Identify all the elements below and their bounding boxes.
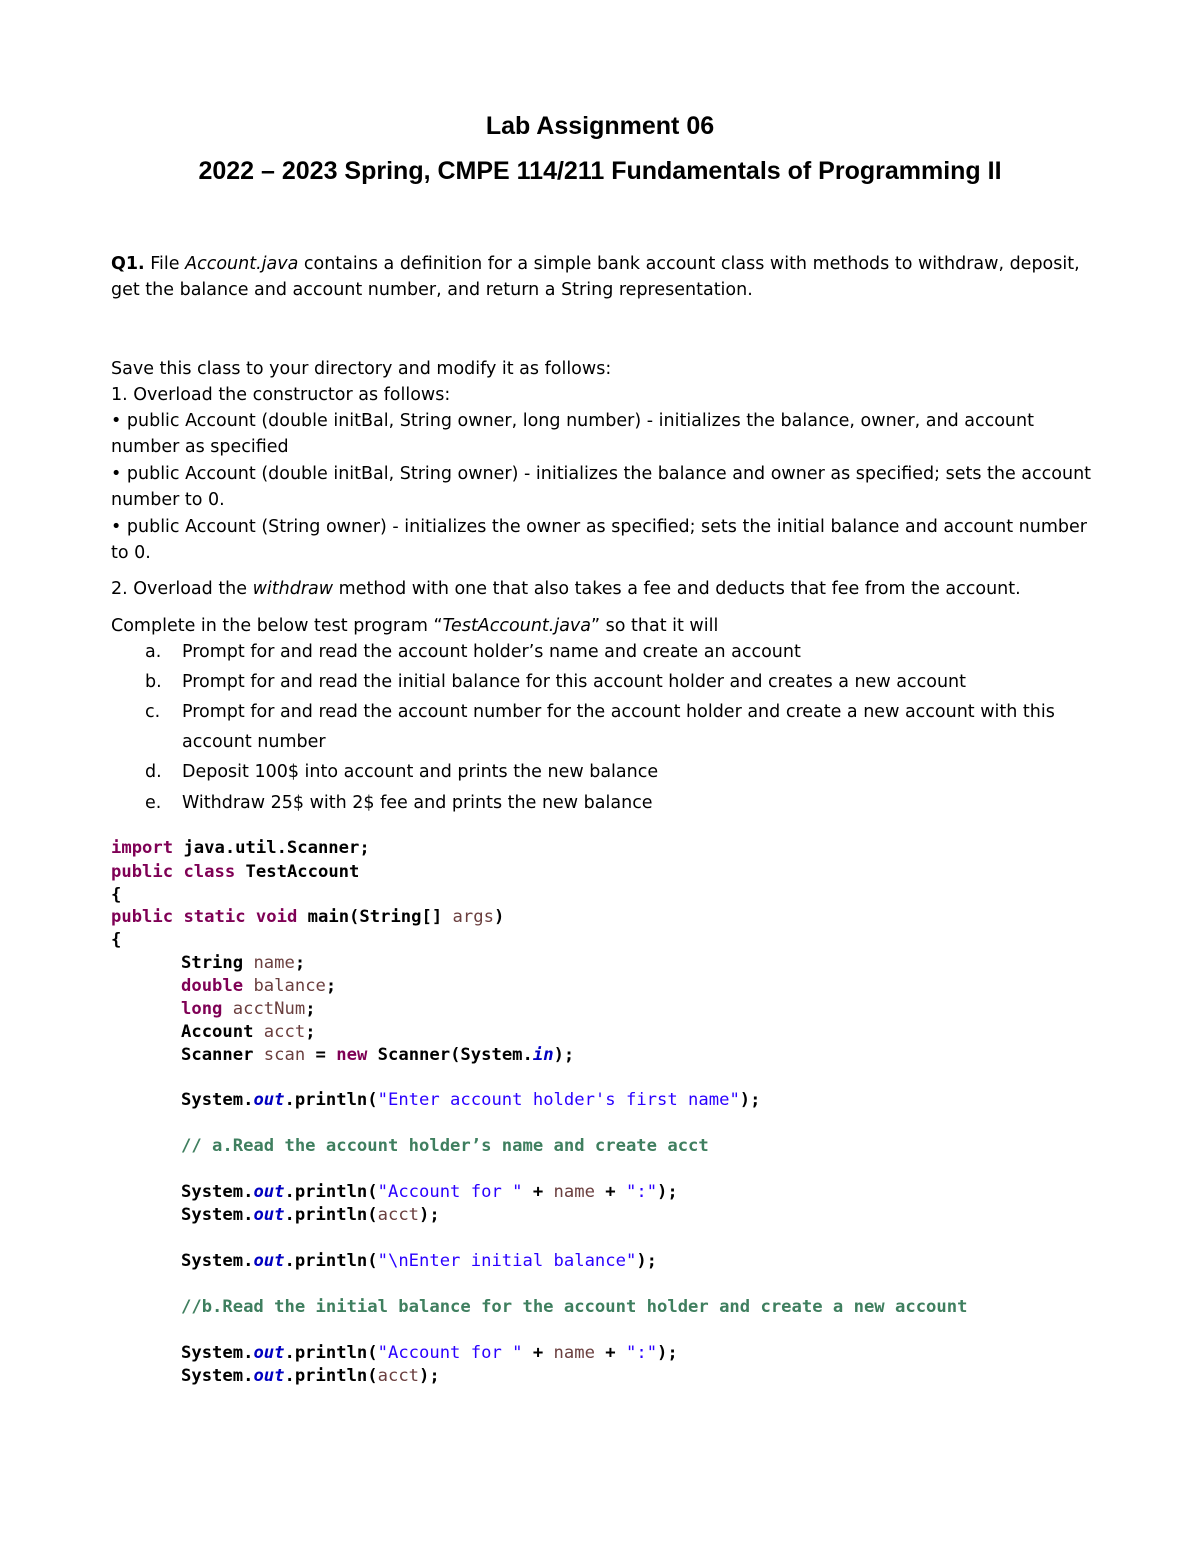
code-keyword: import: [111, 838, 174, 858]
code-text: .println(: [284, 1090, 378, 1110]
code-line-main: [111, 907, 504, 927]
step-2-text-cont: method with one that also takes a fee and deducts that fee from the account.: [333, 579, 1021, 599]
code-text: );: [657, 1182, 678, 1202]
code-text: ): [493, 907, 505, 927]
code-keyword: class: [183, 862, 236, 882]
document-subtitle: 2022 – 2023 Spring, CMPE 114/211 Fundamentals of Programming II: [198, 157, 1002, 185]
code-text: ;: [294, 953, 306, 973]
code-field: out: [253, 1090, 285, 1110]
code-line-println: [181, 1366, 440, 1386]
step-2: [111, 576, 1021, 602]
bullet-1-line-1: • public Account (double initBal, String owner, long number) - initializes the balance, owner, and account: [111, 411, 1034, 431]
code-variable: args: [452, 907, 494, 927]
code-text: );: [636, 1251, 658, 1271]
code-text: );: [419, 1205, 440, 1225]
save-instruction: Save this class to your directory and modify it as follows:: [111, 359, 612, 379]
filename-account: Account.java: [185, 254, 299, 274]
step-1: 1. Overload the constructor as follows:: [111, 385, 451, 405]
task-marker: e.: [145, 793, 162, 813]
code-string: "Enter account holder's first name": [377, 1090, 740, 1110]
task-text: Prompt for and read the initial balance for this account holder and creates a new account: [182, 672, 967, 692]
code-variable: name: [253, 953, 295, 973]
code-text: Scanner(System.: [367, 1045, 533, 1065]
code-line-println: [181, 1251, 657, 1271]
code-string: ":": [626, 1182, 658, 1202]
code-keyword: public: [111, 907, 174, 927]
complete-instruction: [111, 613, 718, 639]
code-brace: {: [111, 930, 122, 950]
code-text: +: [522, 1182, 554, 1202]
code-variable: balance: [253, 976, 326, 996]
code-text: main(String[]: [297, 907, 453, 927]
task-text: Prompt for and read the account number for the account holder and create a new account with this: [182, 702, 1055, 722]
code-text: );: [657, 1343, 678, 1363]
code-keyword: new: [336, 1045, 368, 1065]
code-line-decl-acctnum: [181, 999, 316, 1019]
code-text: .println(: [284, 1205, 378, 1225]
q1-line-1: [111, 251, 1080, 277]
task-text: Prompt for and read the account holder’s name and create an account: [182, 642, 801, 662]
code-comment-b: [181, 1297, 967, 1317]
bullet-3-line-2: to 0.: [111, 543, 151, 563]
code-string: "Account for ": [377, 1182, 523, 1202]
task-marker: d.: [145, 762, 162, 782]
code-field: out: [253, 1366, 285, 1386]
q1-label: Q1.: [111, 254, 145, 274]
code-type: String: [181, 953, 254, 973]
code-text: System.: [181, 1182, 254, 1202]
code-text: System.: [181, 1090, 254, 1110]
code-string: "\nEnter initial balance": [377, 1251, 637, 1271]
q1-line-2: get the balance and account number, and return a String representation.: [111, 280, 753, 300]
code-line-brace: [111, 885, 121, 905]
code-text: ;: [325, 976, 337, 996]
code-brace: {: [111, 885, 122, 905]
complete-text-cont: ” so that it will: [591, 616, 719, 636]
code-keyword: public: [111, 862, 174, 882]
task-item: [145, 757, 658, 787]
code-field: in: [532, 1045, 554, 1065]
code-type: Scanner: [181, 1045, 264, 1065]
code-text: System.: [181, 1366, 254, 1386]
code-variable: name: [553, 1343, 595, 1363]
code-line-println: [181, 1182, 678, 1202]
code-comment: // a.Read the account holder’s name and create acct: [181, 1136, 709, 1156]
code-keyword: long: [181, 999, 223, 1019]
code-variable: acct: [377, 1205, 420, 1225]
step-2-text: 2. Overload the: [111, 579, 253, 599]
code-text: +: [594, 1182, 626, 1202]
code-keyword: double: [181, 976, 244, 996]
code-field: out: [253, 1205, 285, 1225]
code-line-decl-acct: [181, 1022, 316, 1042]
code-text: java.util.Scanner;: [173, 838, 370, 858]
task-text: Withdraw 25$ with 2$ fee and prints the new balance: [182, 793, 653, 813]
code-variable: name: [553, 1182, 595, 1202]
complete-text: Complete in the below test program “: [111, 616, 443, 636]
code-comment-a: [181, 1136, 709, 1156]
task-marker: b.: [145, 672, 162, 692]
code-text: );: [739, 1090, 761, 1110]
code-text: =: [305, 1045, 337, 1065]
code-variable: acctNum: [232, 999, 306, 1019]
code-text: );: [553, 1045, 575, 1065]
code-variable: scan: [263, 1045, 306, 1065]
code-variable: acct: [377, 1366, 420, 1386]
q1-text: File: [144, 254, 186, 274]
code-line-decl-scan: [181, 1045, 574, 1065]
code-field: out: [253, 1343, 285, 1363]
code-line-println: [181, 1343, 678, 1363]
code-line-class: [111, 862, 359, 882]
bullet-3-line-1: • public Account (String owner) - initializes the owner as specified; sets the initial balance and account number: [111, 517, 1087, 537]
code-line-brace: [111, 930, 121, 950]
code-text: .println(: [284, 1182, 378, 1202]
code-text: +: [522, 1343, 554, 1363]
code-text: .println(: [284, 1366, 378, 1386]
code-variable: acct: [263, 1022, 306, 1042]
code-line-println: [181, 1090, 761, 1110]
task-text: account number: [182, 732, 326, 752]
code-string: ":": [626, 1343, 658, 1363]
code-text: System.: [181, 1205, 254, 1225]
task-item: [145, 697, 1055, 727]
method-withdraw: withdraw: [252, 579, 334, 599]
code-text: .println(: [284, 1343, 378, 1363]
task-item: [145, 667, 966, 697]
code-string: "Account for ": [377, 1343, 523, 1363]
task-marker: a.: [145, 642, 162, 662]
code-field: out: [253, 1251, 285, 1271]
code-text: System.: [181, 1343, 254, 1363]
code-text: System.: [181, 1251, 254, 1271]
filename-testaccount: TestAccount.java: [442, 616, 591, 636]
code-line-import: [111, 838, 370, 858]
code-text: ;: [305, 999, 316, 1019]
code-type: Account: [181, 1022, 264, 1042]
code-class-name: TestAccount: [235, 862, 360, 882]
code-keyword: void: [255, 907, 298, 927]
code-line-println: [181, 1205, 440, 1225]
task-item: [145, 788, 653, 818]
code-line-decl-name: [181, 953, 305, 973]
task-text: Deposit 100$ into account and prints the new balance: [182, 762, 659, 782]
task-item: [145, 637, 801, 667]
code-field: out: [253, 1182, 285, 1202]
task-item-continuation: [145, 727, 326, 757]
code-text: +: [594, 1343, 626, 1363]
q1-text-cont: contains a definition for a simple bank account class with methods to withdraw, deposit,: [298, 254, 1080, 274]
code-text: );: [419, 1366, 440, 1386]
code-text: .println(: [284, 1251, 378, 1271]
code-keyword: static: [183, 907, 246, 927]
code-comment: //b.Read the initial balance for the account holder and create a new account: [181, 1297, 968, 1317]
bullet-1-line-2: number as specified: [111, 437, 289, 457]
document-title: Lab Assignment 06: [485, 112, 715, 140]
code-line-decl-balance: [181, 976, 336, 996]
task-marker: c.: [145, 702, 161, 722]
bullet-2-line-2: number to 0.: [111, 490, 225, 510]
code-text: ;: [305, 1022, 316, 1042]
bullet-2-line-1: • public Account (double initBal, String owner) - initializes the balance and owner as specified; sets the account: [111, 464, 1092, 484]
